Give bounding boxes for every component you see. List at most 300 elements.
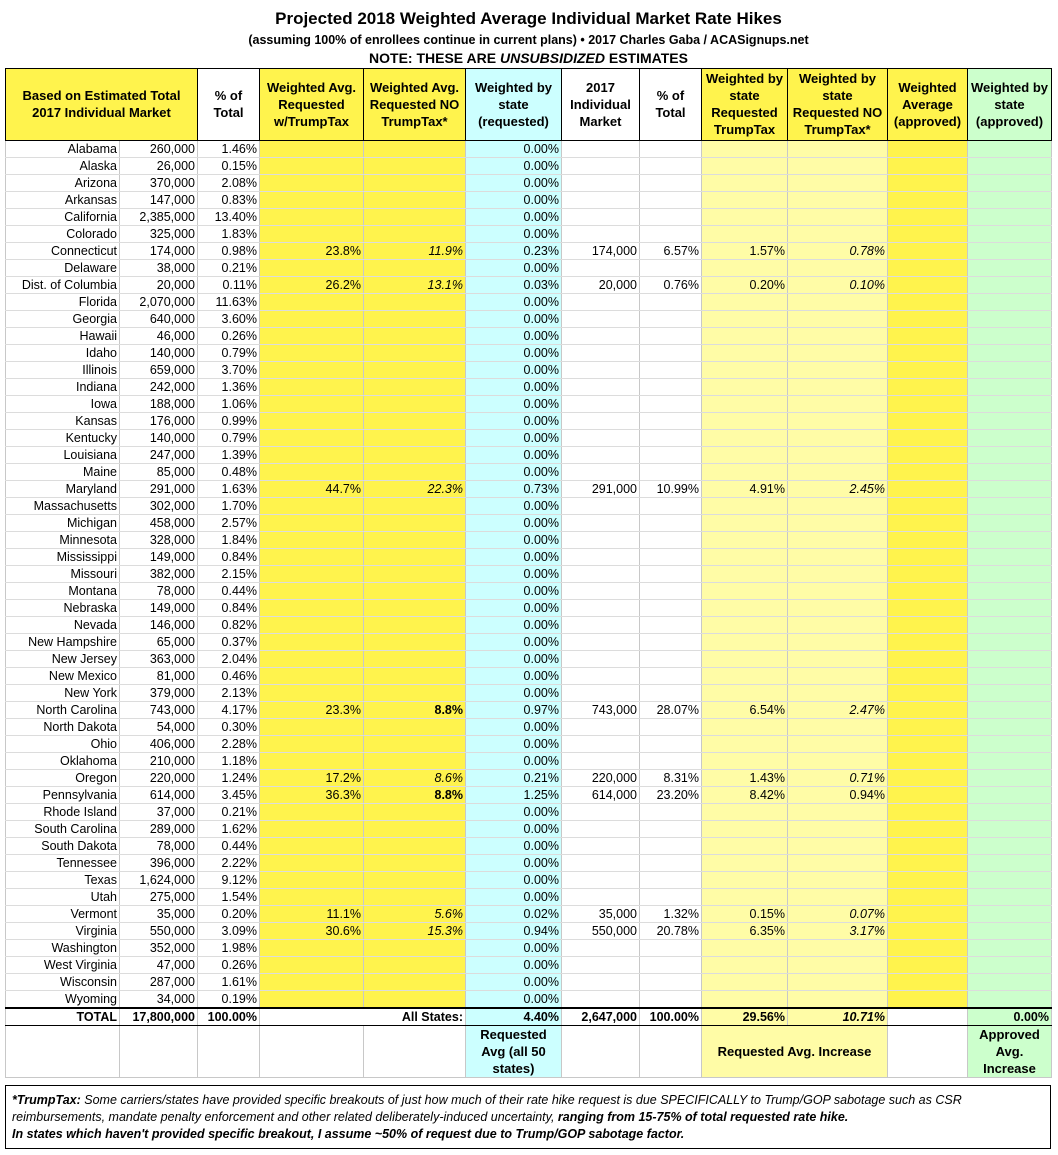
- req-trumptax: [260, 871, 364, 888]
- weighted-requested: 0.00%: [466, 293, 562, 310]
- weighted-requested: 0.94%: [466, 922, 562, 939]
- req-trumptax: [260, 582, 364, 599]
- weighted-avg-approved: [888, 378, 968, 395]
- weighted-approved: [968, 820, 1052, 837]
- enrollment: 65,000: [120, 633, 198, 650]
- weighted-requested: 0.00%: [466, 888, 562, 905]
- weighted-approved: [968, 548, 1052, 565]
- req-trumptax: [260, 191, 364, 208]
- weighted-approved: [968, 310, 1052, 327]
- weighted-trumptax: [702, 616, 788, 633]
- weighted-no-trumptax: [788, 174, 888, 191]
- weighted-avg-approved: [888, 225, 968, 242]
- table-row: [6, 582, 1052, 599]
- enrollment: 291,000: [120, 480, 198, 497]
- weighted-approved: [968, 922, 1052, 939]
- pct-total-2: [640, 684, 702, 701]
- weighted-requested: 0.00%: [466, 259, 562, 276]
- weighted-trumptax: [702, 684, 788, 701]
- req-no-trumptax: [364, 956, 466, 973]
- pct-total: 0.21%: [198, 803, 260, 820]
- weighted-approved: [968, 854, 1052, 871]
- pct-total-2: [640, 293, 702, 310]
- enrollment: 146,000: [120, 616, 198, 633]
- pct-total-2: [640, 854, 702, 871]
- state-name: North Dakota: [6, 718, 120, 735]
- weighted-requested: 0.02%: [466, 905, 562, 922]
- weighted-trumptax: 8.42%: [702, 786, 788, 803]
- req-trumptax: [260, 293, 364, 310]
- weighted-approved: [968, 701, 1052, 718]
- market-2017: [562, 837, 640, 854]
- market-2017: [562, 616, 640, 633]
- weighted-trumptax: [702, 752, 788, 769]
- req-no-trumptax: [364, 599, 466, 616]
- weighted-no-trumptax: [788, 667, 888, 684]
- footer-blank: [562, 1026, 640, 1078]
- weighted-requested: 0.00%: [466, 650, 562, 667]
- weighted-requested: 0.00%: [466, 327, 562, 344]
- state-name: Alaska: [6, 157, 120, 174]
- pct-total-2: 1.32%: [640, 905, 702, 922]
- enrollment: 406,000: [120, 735, 198, 752]
- market-2017: [562, 191, 640, 208]
- req-no-trumptax: [364, 565, 466, 582]
- table-row: [6, 259, 1052, 276]
- enrollment: 46,000: [120, 327, 198, 344]
- req-trumptax: [260, 837, 364, 854]
- weighted-approved: [968, 514, 1052, 531]
- weighted-approved: [968, 667, 1052, 684]
- weighted-trumptax: [702, 327, 788, 344]
- pct-total-2: [640, 752, 702, 769]
- pct-total-2: [640, 956, 702, 973]
- footer-blank: [198, 1026, 260, 1078]
- weighted-trumptax: [702, 310, 788, 327]
- market-2017: [562, 888, 640, 905]
- weighted-approved: [968, 888, 1052, 905]
- enrollment: 38,000: [120, 259, 198, 276]
- table-row: [6, 344, 1052, 361]
- pct-total-2: [640, 973, 702, 990]
- weighted-requested: 0.00%: [466, 140, 562, 157]
- weighted-no-trumptax: [788, 497, 888, 514]
- market-2017: 743,000: [562, 701, 640, 718]
- weighted-approved: [968, 531, 1052, 548]
- table-row: [6, 310, 1052, 327]
- req-trumptax: [260, 310, 364, 327]
- market-2017: 220,000: [562, 769, 640, 786]
- table-row: [6, 225, 1052, 242]
- table-row: [6, 735, 1052, 752]
- state-name: Montana: [6, 582, 120, 599]
- total-approved: 0.00%: [968, 1008, 1052, 1026]
- pct-total: 1.83%: [198, 225, 260, 242]
- footer-blank: [120, 1026, 198, 1078]
- req-trumptax: [260, 888, 364, 905]
- req-no-trumptax: [364, 310, 466, 327]
- state-name: Idaho: [6, 344, 120, 361]
- weighted-no-trumptax: [788, 582, 888, 599]
- state-name: Kentucky: [6, 429, 120, 446]
- weighted-requested: 0.00%: [466, 990, 562, 1008]
- pct-total-2: [640, 412, 702, 429]
- weighted-requested: 0.00%: [466, 973, 562, 990]
- table-row: [6, 616, 1052, 633]
- table-row: [6, 548, 1052, 565]
- weighted-requested: 0.00%: [466, 463, 562, 480]
- pct-total: 0.26%: [198, 956, 260, 973]
- footer-blank: [260, 1026, 364, 1078]
- state-name: Indiana: [6, 378, 120, 395]
- weighted-trumptax: 6.35%: [702, 922, 788, 939]
- state-name: Virginia: [6, 922, 120, 939]
- weighted-no-trumptax: [788, 973, 888, 990]
- table-row: [6, 752, 1052, 769]
- weighted-approved: [968, 769, 1052, 786]
- table-row: [6, 701, 1052, 718]
- req-trumptax: [260, 378, 364, 395]
- weighted-approved: [968, 565, 1052, 582]
- enrollment: 85,000: [120, 463, 198, 480]
- req-trumptax: [260, 208, 364, 225]
- market-2017: 550,000: [562, 922, 640, 939]
- pct-total: 1.62%: [198, 820, 260, 837]
- weighted-avg-approved: [888, 361, 968, 378]
- weighted-requested: 1.25%: [466, 786, 562, 803]
- pct-total: 11.63%: [198, 293, 260, 310]
- weighted-requested: 0.00%: [466, 497, 562, 514]
- weighted-approved: [968, 990, 1052, 1008]
- weighted-avg-approved: [888, 667, 968, 684]
- pct-total: 0.79%: [198, 429, 260, 446]
- weighted-trumptax: [702, 174, 788, 191]
- enrollment: 78,000: [120, 582, 198, 599]
- weighted-requested: 0.00%: [466, 752, 562, 769]
- req-no-trumptax: [364, 990, 466, 1008]
- market-2017: [562, 973, 640, 990]
- table-row: [6, 531, 1052, 548]
- enrollment: 325,000: [120, 225, 198, 242]
- weighted-no-trumptax: [788, 939, 888, 956]
- market-2017: [562, 633, 640, 650]
- state-name: Massachusetts: [6, 497, 120, 514]
- req-trumptax: [260, 531, 364, 548]
- table-row: [6, 378, 1052, 395]
- weighted-avg-approved: [888, 293, 968, 310]
- weighted-approved: [968, 684, 1052, 701]
- table-row: [6, 905, 1052, 922]
- enrollment: 140,000: [120, 429, 198, 446]
- market-2017: [562, 395, 640, 412]
- weighted-no-trumptax: [788, 225, 888, 242]
- market-2017: 174,000: [562, 242, 640, 259]
- req-trumptax: [260, 565, 364, 582]
- state-name: Washington: [6, 939, 120, 956]
- table-subtitle: (assuming 100% of enrollees continue in current plans) • 2017 Charles Gaba / ACASignups.net: [248, 32, 809, 47]
- req-trumptax: [260, 463, 364, 480]
- pct-total: 0.19%: [198, 990, 260, 1008]
- table-row: [6, 293, 1052, 310]
- weighted-no-trumptax: [788, 344, 888, 361]
- req-trumptax: [260, 157, 364, 174]
- weighted-avg-approved: [888, 684, 968, 701]
- table-row: [6, 837, 1052, 854]
- weighted-trumptax: [702, 820, 788, 837]
- enrollment: 242,000: [120, 378, 198, 395]
- table-row: [6, 446, 1052, 463]
- pct-total: 1.54%: [198, 888, 260, 905]
- market-2017: [562, 582, 640, 599]
- req-no-trumptax: 11.9%: [364, 242, 466, 259]
- header-weighted-trumptax: Weighted by state Requested TrumpTax: [702, 68, 788, 140]
- table-row: [6, 956, 1052, 973]
- weighted-approved: [968, 259, 1052, 276]
- market-2017: 291,000: [562, 480, 640, 497]
- req-no-trumptax: [364, 888, 466, 905]
- market-2017: [562, 293, 640, 310]
- weighted-requested: 0.00%: [466, 310, 562, 327]
- weighted-avg-approved: [888, 990, 968, 1008]
- weighted-avg-approved: [888, 514, 968, 531]
- weighted-trumptax: [702, 565, 788, 582]
- weighted-trumptax: 4.91%: [702, 480, 788, 497]
- weighted-approved: [968, 242, 1052, 259]
- enrollment: 328,000: [120, 531, 198, 548]
- state-name: Oregon: [6, 769, 120, 786]
- pct-total: 0.84%: [198, 599, 260, 616]
- req-no-trumptax: 13.1%: [364, 276, 466, 293]
- state-name: Wisconsin: [6, 973, 120, 990]
- weighted-no-trumptax: [788, 599, 888, 616]
- state-name: Nebraska: [6, 599, 120, 616]
- state-name: Louisiana: [6, 446, 120, 463]
- weighted-requested: 0.00%: [466, 735, 562, 752]
- weighted-trumptax: [702, 735, 788, 752]
- weighted-requested: 0.97%: [466, 701, 562, 718]
- weighted-no-trumptax: [788, 854, 888, 871]
- table-row: [6, 208, 1052, 225]
- header-weighted-requested: Weighted by state (requested): [466, 68, 562, 140]
- enrollment: 210,000: [120, 752, 198, 769]
- req-no-trumptax: [364, 667, 466, 684]
- req-trumptax: [260, 429, 364, 446]
- weighted-no-trumptax: [788, 446, 888, 463]
- state-name: Ohio: [6, 735, 120, 752]
- total-market-2017: 2,647,000: [562, 1008, 640, 1026]
- table-row: [6, 684, 1052, 701]
- pct-total-2: [640, 803, 702, 820]
- pct-total-2: [640, 395, 702, 412]
- state-name: New Mexico: [6, 667, 120, 684]
- weighted-no-trumptax: [788, 293, 888, 310]
- weighted-no-trumptax: [788, 888, 888, 905]
- enrollment: 289,000: [120, 820, 198, 837]
- table-row: [6, 990, 1052, 1008]
- req-no-trumptax: [364, 174, 466, 191]
- weighted-approved: [968, 616, 1052, 633]
- req-no-trumptax: [364, 344, 466, 361]
- table-row: [6, 820, 1052, 837]
- weighted-no-trumptax: [788, 140, 888, 157]
- total-weighted-requested: 4.40%: [466, 1008, 562, 1026]
- state-name: Arizona: [6, 174, 120, 191]
- table-row: [6, 497, 1052, 514]
- weighted-requested: 0.00%: [466, 820, 562, 837]
- weighted-trumptax: 1.43%: [702, 769, 788, 786]
- weighted-avg-approved: [888, 871, 968, 888]
- req-no-trumptax: [364, 820, 466, 837]
- weighted-trumptax: 0.20%: [702, 276, 788, 293]
- weighted-approved: [968, 939, 1052, 956]
- pct-total: 0.26%: [198, 327, 260, 344]
- weighted-requested: 0.00%: [466, 548, 562, 565]
- market-2017: [562, 463, 640, 480]
- pct-total-2: [640, 939, 702, 956]
- weighted-no-trumptax: [788, 871, 888, 888]
- pct-total: 0.11%: [198, 276, 260, 293]
- weighted-approved: [968, 378, 1052, 395]
- pct-total: 0.82%: [198, 616, 260, 633]
- pct-total: 2.15%: [198, 565, 260, 582]
- market-2017: [562, 565, 640, 582]
- requested-avg-increase-label: Requested Avg. Increase: [702, 1026, 888, 1078]
- pct-total: 0.79%: [198, 344, 260, 361]
- enrollment: 174,000: [120, 242, 198, 259]
- weighted-approved: [968, 582, 1052, 599]
- market-2017: [562, 344, 640, 361]
- weighted-avg-approved: [888, 429, 968, 446]
- req-no-trumptax: [364, 395, 466, 412]
- pct-total-2: 0.76%: [640, 276, 702, 293]
- weighted-requested: 0.00%: [466, 939, 562, 956]
- weighted-approved: [968, 208, 1052, 225]
- market-2017: [562, 310, 640, 327]
- req-trumptax: 44.7%: [260, 480, 364, 497]
- weighted-avg-approved: [888, 888, 968, 905]
- weighted-requested: 0.00%: [466, 718, 562, 735]
- weighted-requested: 0.00%: [466, 378, 562, 395]
- pct-total: 1.18%: [198, 752, 260, 769]
- table-row: [6, 395, 1052, 412]
- pct-total: 1.70%: [198, 497, 260, 514]
- market-2017: [562, 378, 640, 395]
- enrollment: 47,000: [120, 956, 198, 973]
- req-no-trumptax: [364, 616, 466, 633]
- weighted-trumptax: [702, 633, 788, 650]
- weighted-requested: 0.00%: [466, 854, 562, 871]
- market-2017: [562, 718, 640, 735]
- weighted-requested: 0.00%: [466, 208, 562, 225]
- pct-total-2: [640, 718, 702, 735]
- pct-total: 1.84%: [198, 531, 260, 548]
- weighted-trumptax: [702, 395, 788, 412]
- weighted-requested: 0.00%: [466, 429, 562, 446]
- weighted-trumptax: [702, 293, 788, 310]
- state-name: Oklahoma: [6, 752, 120, 769]
- weighted-requested: 0.00%: [466, 225, 562, 242]
- table-row: [6, 327, 1052, 344]
- weighted-avg-approved: [888, 922, 968, 939]
- enrollment: 20,000: [120, 276, 198, 293]
- total-pct: 100.00%: [198, 1008, 260, 1026]
- table-row: [6, 480, 1052, 497]
- market-2017: [562, 956, 640, 973]
- enrollment: 220,000: [120, 769, 198, 786]
- pct-total-2: [640, 837, 702, 854]
- weighted-trumptax: [702, 497, 788, 514]
- pct-total-2: [640, 582, 702, 599]
- req-no-trumptax: [364, 361, 466, 378]
- pct-total: 1.24%: [198, 769, 260, 786]
- req-trumptax: [260, 956, 364, 973]
- pct-total-2: [640, 225, 702, 242]
- weighted-trumptax: [702, 429, 788, 446]
- table-row: [6, 514, 1052, 531]
- weighted-no-trumptax: [788, 191, 888, 208]
- header-weighted-no-trumptax: Weighted by state Requested NO TrumpTax*: [788, 68, 888, 140]
- state-name: Kansas: [6, 412, 120, 429]
- req-no-trumptax: [364, 735, 466, 752]
- weighted-avg-approved: [888, 973, 968, 990]
- state-name: Iowa: [6, 395, 120, 412]
- req-trumptax: 11.1%: [260, 905, 364, 922]
- pct-total-2: [640, 990, 702, 1008]
- pct-total-2: [640, 429, 702, 446]
- weighted-no-trumptax: [788, 735, 888, 752]
- pct-total: 0.98%: [198, 242, 260, 259]
- pct-total-2: [640, 140, 702, 157]
- state-name: Mississippi: [6, 548, 120, 565]
- weighted-trumptax: [702, 973, 788, 990]
- weighted-trumptax: [702, 939, 788, 956]
- enrollment: 149,000: [120, 599, 198, 616]
- weighted-trumptax: [702, 208, 788, 225]
- enrollment: 149,000: [120, 548, 198, 565]
- pct-total-2: [640, 310, 702, 327]
- weighted-trumptax: [702, 140, 788, 157]
- weighted-requested: 0.00%: [466, 361, 562, 378]
- weighted-approved: [968, 157, 1052, 174]
- table-row: [6, 650, 1052, 667]
- weighted-no-trumptax: [788, 616, 888, 633]
- enrollment: 379,000: [120, 684, 198, 701]
- req-no-trumptax: [364, 854, 466, 871]
- weighted-no-trumptax: [788, 157, 888, 174]
- weighted-avg-approved: [888, 565, 968, 582]
- weighted-approved: [968, 140, 1052, 157]
- weighted-avg-approved: [888, 820, 968, 837]
- weighted-approved: [968, 446, 1052, 463]
- weighted-approved: [968, 599, 1052, 616]
- market-2017: [562, 939, 640, 956]
- req-no-trumptax: [364, 497, 466, 514]
- weighted-avg-approved: [888, 854, 968, 871]
- weighted-approved: [968, 174, 1052, 191]
- enrollment: 81,000: [120, 667, 198, 684]
- weighted-no-trumptax: [788, 378, 888, 395]
- enrollment: 260,000: [120, 140, 198, 157]
- state-name: South Carolina: [6, 820, 120, 837]
- state-name: California: [6, 208, 120, 225]
- weighted-trumptax: [702, 548, 788, 565]
- weighted-avg-approved: [888, 633, 968, 650]
- req-no-trumptax: [364, 803, 466, 820]
- weighted-approved: [968, 871, 1052, 888]
- weighted-avg-approved: [888, 701, 968, 718]
- req-trumptax: [260, 548, 364, 565]
- enrollment: 2,070,000: [120, 293, 198, 310]
